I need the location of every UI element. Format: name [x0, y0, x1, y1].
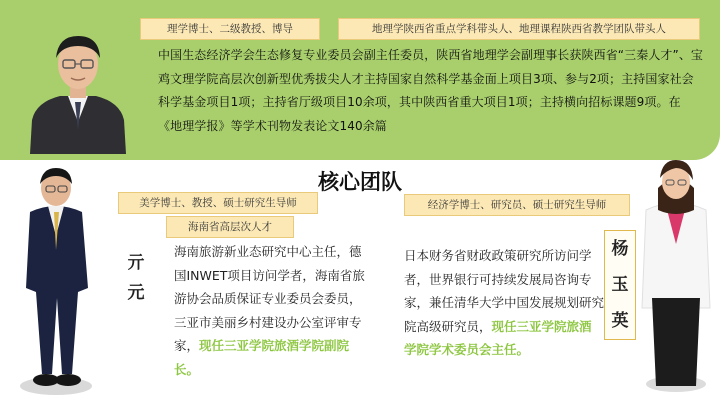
member-a-tag-title: 美学博士、教授、硕士研究生导师	[118, 192, 318, 214]
leader-tag-role: 地理学陕西省重点学科带头人、地理课程陕西省教学团队带头人	[338, 18, 700, 40]
leader-photo	[22, 22, 134, 154]
member-b-name-char: 英	[611, 311, 629, 331]
member-a-name-char: 亓	[127, 253, 145, 273]
member-a-bio-text: 海南旅游新业态研究中心主任，德国INWET项目访问学者，海南省旅游协会品质保证专业委员会委员，三亚市美丽乡村建设办公室评审专家，	[174, 244, 365, 353]
member-b-name-char: 杨	[611, 239, 629, 259]
member-b-tag-title: 经济学博士、研究员、硕士研究生导师	[404, 194, 630, 216]
member-a-bio	[174, 240, 370, 381]
leader-description: 中国生态经济学会生态修复专业委员会副主任委员，陕西省地理学会副理事长获陕西省“三秦人才”、宝鸡文理学院高层次创新型优秀拔尖人才主持国家自然科学基金面上项目3项、参与2项；主持国家社会科学基金项目1项；主持省厅级项目10余项，其中陕西省重大项目1项；主持横向招标课题9项。在《地理学报》等学术刊物发表论文140余篇	[158, 48, 704, 133]
leader-tag-title: 理学博士、二级教授、博导	[140, 18, 320, 40]
member-b-bio	[404, 244, 604, 362]
member-a-tag-talent: 海南省高层次人才	[166, 216, 294, 238]
member-b-highlight: 现任三亚学院旅酒学院学术委员会主任。	[404, 318, 592, 357]
member-a-name-char: 元	[127, 283, 145, 303]
member-a-photo	[8, 160, 106, 402]
member-b-bio-text: 日本财务省财政政策研究所访问学者，世界银行可持续发展局咨询专家，兼任清华大学中国发展规划研究院高级研究员，	[404, 248, 605, 334]
section-title: 核心团队	[318, 169, 402, 194]
member-a-highlight: 现任三亚学院旅酒学院副院长。	[174, 338, 350, 377]
member-b-name-char: 玉	[611, 275, 629, 295]
member-b-photo	[636, 148, 716, 400]
member-a-name	[126, 248, 146, 308]
member-b-name	[604, 230, 636, 340]
